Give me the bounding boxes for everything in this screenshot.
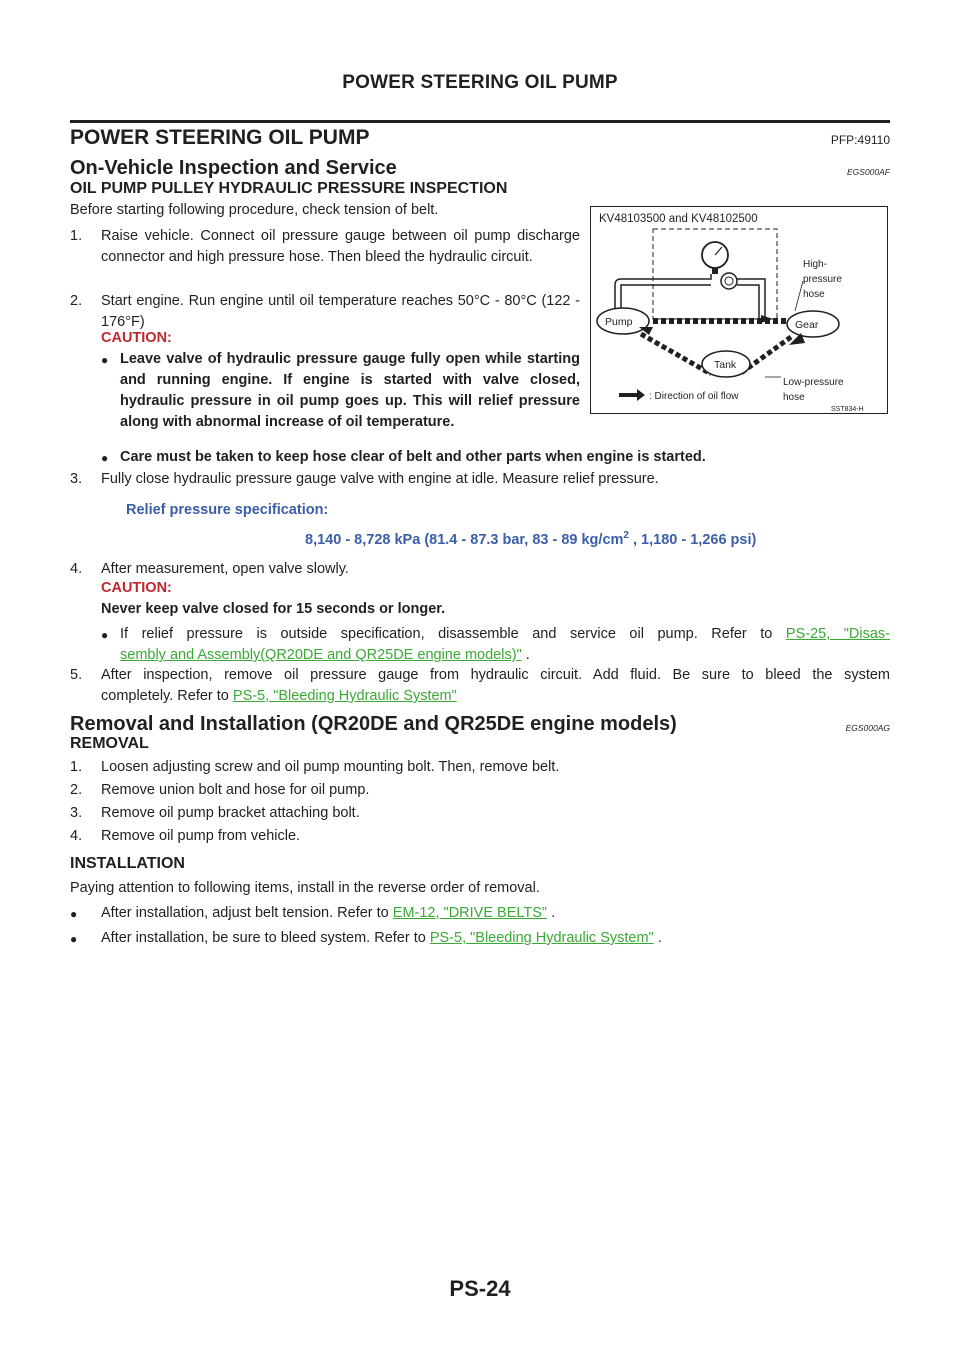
tank-label: Tank [714, 359, 737, 371]
link-em-12-drive-belts[interactable]: EM-12, "DRIVE BELTS" [392, 905, 548, 921]
spec-superscript: 2 [623, 530, 629, 541]
running-header: POWER STEERING OIL PUMP [342, 72, 618, 93]
spec-value [305, 530, 756, 548]
installation-subheading: INSTALLATION [70, 855, 185, 872]
inspection-step-3 [70, 469, 890, 490]
removal-heading: Removal and Installation (QR20DE and QR25DE engine models) [70, 713, 677, 735]
installation-bullet-2 [70, 928, 890, 949]
header-rule [70, 120, 890, 123]
inspection-heading: On-Vehicle Inspection and Service [70, 157, 397, 179]
bullet-tail: . [551, 905, 556, 921]
step-text: Remove union bolt and hose for oil pump. [101, 782, 370, 798]
removal-step-2 [70, 780, 890, 801]
bullet-text: After installation, adjust belt tension. Refer to [101, 905, 389, 921]
step-text: After measurement, open valve slowly. [101, 561, 349, 577]
link-ps-25-disassembly[interactable]: PS-25, "Disas- [785, 626, 890, 642]
inspection-step-2 [70, 291, 580, 333]
bullet-icon: ● [101, 628, 109, 642]
step-text: Start engine. Run engine until oil temperature reaches 50°C - 80°C (122 - 176°F) [101, 293, 580, 330]
pfp-code: PFP:49110 [830, 133, 890, 147]
step-text: Raise vehicle. Connect oil pressure gauge between oil pump discharge connector and high pressure hose. Then bleed the hydraulic circuit. [101, 228, 580, 265]
relief-bullet [101, 624, 890, 666]
high-pressure-label-3: hose [803, 289, 825, 300]
removal-step-3 [70, 803, 890, 824]
caution-bullet-1 [101, 349, 580, 433]
step-text: completely. Refer to [101, 688, 229, 704]
bullet-tail: . [525, 647, 530, 663]
spec-label: Relief pressure specification: [126, 502, 329, 518]
bullet-text: Leave valve of hydraulic pressure gauge fully open while starting and running engine. If engine is started with valve closed, hydraulic pressure in oil pump goes up. This will relief pressure along with abnormal increase of oil temperature. [120, 351, 580, 430]
bullet-icon: ● [101, 451, 109, 465]
legend-label: : Direction of oil flow [649, 391, 739, 402]
spec-value-part: , 1,180 - 1,266 psi) [628, 531, 757, 548]
step-text: Remove oil pump from vehicle. [101, 828, 301, 844]
step-number: 4. [70, 561, 83, 577]
step-number: 3. [70, 471, 83, 487]
installation-intro: Paying attention to following items, install in the reverse order of removal. [70, 880, 540, 896]
bullet-text: If relief pressure is outside specification, disassemble and service oil pump. Refer to [120, 626, 773, 642]
high-pressure-label-1: High- [803, 259, 827, 270]
step-text: Fully close hydraulic pressure gauge valve with engine at idle. Measure relief pressure. [101, 471, 659, 487]
page-number: PS-24 [449, 1276, 511, 1301]
caution-bullet-2 [101, 447, 891, 468]
inspection-intro: Before starting following procedure, check tension of belt. [70, 202, 439, 218]
pump-label: Pump [605, 316, 633, 328]
installation-bullet-1 [70, 903, 890, 924]
inspection-step-5 [70, 665, 890, 707]
step-number: 2. [70, 293, 83, 309]
figure-drawing [591, 207, 889, 415]
high-pressure-label-2: pressure [803, 274, 842, 285]
bullet-text: Care must be taken to keep hose clear of belt and other parts when engine is started. [120, 449, 706, 465]
step-number: 4. [70, 828, 83, 844]
step-text: Remove oil pump bracket attaching bolt. [101, 805, 360, 821]
inspection-step-1 [70, 226, 580, 268]
low-pressure-label-1: Low-pressure [783, 377, 844, 388]
bullet-tail: . [657, 930, 662, 946]
link-ps-25-disassembly-cont[interactable]: sembly and Assembly(QR20DE and QR25DE engine models)" [120, 647, 522, 663]
inspection-step-4 [70, 559, 890, 580]
removal-step-1 [70, 757, 890, 778]
figure-code: SST834-H [831, 406, 864, 413]
gear-label: Gear [795, 319, 819, 331]
low-pressure-line-left [641, 334, 711, 374]
legend-arrow-icon [619, 389, 645, 401]
pressure-gauge-figure [590, 206, 888, 414]
caution2-text: Never keep valve closed for 15 seconds or longer. [101, 601, 446, 617]
inspection-subheading: OIL PUMP PULLEY HYDRAULIC PRESSURE INSPECTION [70, 180, 508, 197]
step-number: 1. [70, 759, 83, 775]
link-ps-5-bleeding[interactable]: PS-5, "Bleeding Hydraulic System" [232, 688, 457, 704]
inspection-code: EGS000AF [847, 167, 890, 177]
link-ps-5-bleeding-2[interactable]: PS-5, "Bleeding Hydraulic System" [429, 930, 654, 946]
step-text: Loosen adjusting screw and oil pump mounting bolt. Then, remove belt. [101, 759, 560, 775]
step-number: 2. [70, 782, 83, 798]
caution-label: CAUTION: [101, 330, 172, 346]
tool-label: KV48103500 and KV48102500 [599, 213, 758, 225]
bullet-icon: ● [70, 932, 78, 946]
step-number: 5. [70, 667, 83, 683]
bullet-icon: ● [70, 907, 78, 921]
bullet-text: After installation, be sure to bleed system. Refer to [101, 930, 426, 946]
removal-step-4 [70, 826, 890, 847]
removal-subheading: REMOVAL [70, 735, 149, 752]
step-text: After inspection, remove oil pressure gauge from hydraulic circuit. Add fluid. Be sure to bleed the system [101, 667, 890, 683]
section-title: POWER STEERING OIL PUMP [70, 126, 370, 149]
low-pressure-label-2: hose [783, 392, 805, 403]
valve-icon [721, 273, 737, 289]
step-number: 3. [70, 805, 83, 821]
spec-value-part: 8,140 - 8,728 kPa (81.4 - 87.3 bar, 83 - 89 kg/cm [305, 531, 624, 548]
removal-code: EGS000AG [845, 723, 890, 733]
caution2-label: CAUTION: [101, 580, 172, 596]
step-number: 1. [70, 228, 83, 244]
bullet-icon: ● [101, 353, 109, 367]
